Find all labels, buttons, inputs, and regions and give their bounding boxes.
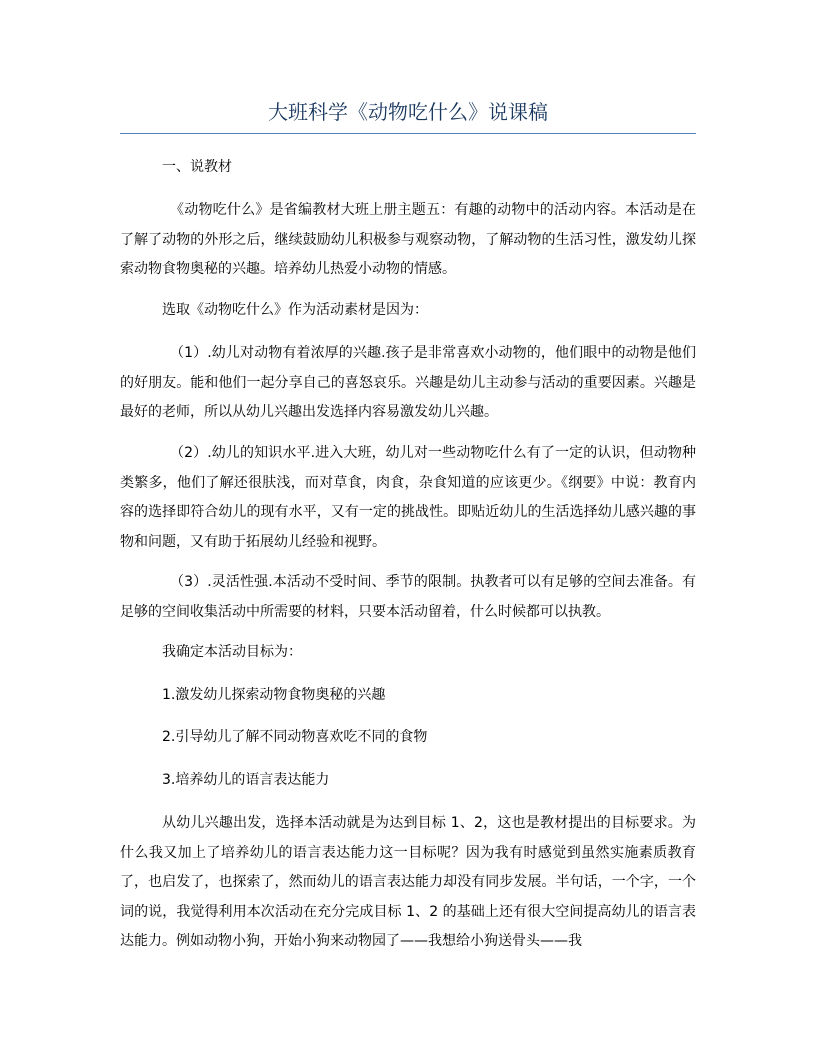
paragraph-reason-1: （1）.幼儿对动物有着浓厚的兴趣.孩子是非常喜欢小动物的，他们眼中的动物是他们的好朋友。能和他们一起分享自己的喜怒哀乐。兴趣是幼儿主动参与活动的重要因素。兴趣是最好的老师，所以从幼儿兴趣出发选择内容易激发幼儿兴趣。 (120, 345, 696, 420)
goal-item-2: 2.引导幼儿了解不同动物喜欢吃不同的食物 (162, 729, 428, 745)
goal-item-3: 3.培养幼儿的语言表达能力 (162, 772, 330, 788)
paragraph-rationale: 从幼儿兴趣出发，选择本活动就是为达到目标 1、2，这也是教材提出的目标要求。为什么我又加上了培养幼儿的语言表达能力这一目标呢？因为我有时感觉到虽然实施素质教育了，也启发了，也探索了，然而幼儿的语言表达能力却没有同步发展。半句话，一个字，一个词的说，我觉得利用本次活动在充分完成目标 1、2 的基础上还有很大空间提高幼儿的语言表达能力。例如动物小狗，开始小狗来动物园了——我想给小狗送骨头——我 (120, 815, 696, 949)
paragraph-reason-3: （3）.灵活性强.本活动不受时间、季节的限制。执教者可以有足够的空间去准备。有足够的空间收集活动中所需要的材料，只要本活动留着，什么时候都可以执教。 (120, 574, 696, 620)
paragraph-reason-lead: 选取《动物吃什么》作为活动素材是因为： (162, 302, 428, 318)
section-heading: 一、说教材 (162, 159, 232, 175)
title-underline (120, 133, 696, 134)
paragraph-reason-2: （2）.幼儿的知识水平.进入大班，幼儿对一些动物吃什么有了一定的认识，但动物种类繁多，他们了解还很肤浅，而对草食，肉食，杂食知道的应该更少。《纲要》中说：教育内容的选择即符合幼儿的现有水平，又有一定的挑战性。即贴近幼儿的生活选择幼儿感兴趣的事物和问题，又有助于拓展幼儿经验和视野。 (120, 445, 696, 550)
document-title: 大班科学《动物吃什么》说课稿 (268, 100, 548, 124)
paragraph-goals-lead: 我确定本活动目标为： (162, 644, 302, 660)
goal-item-1: 1.激发幼儿探索动物食物奥秘的兴趣 (162, 687, 386, 703)
paragraph-intro: 《动物吃什么》是省编教材大班上册主题五：有趣的动物中的活动内容。本活动是在了解了动物的外形之后，继续鼓励幼儿积极参与观察动物，了解动物的生活习性，激发幼儿探索动物食物奥秘的兴趣。培养幼儿热爱小动物的情感。 (120, 202, 696, 277)
